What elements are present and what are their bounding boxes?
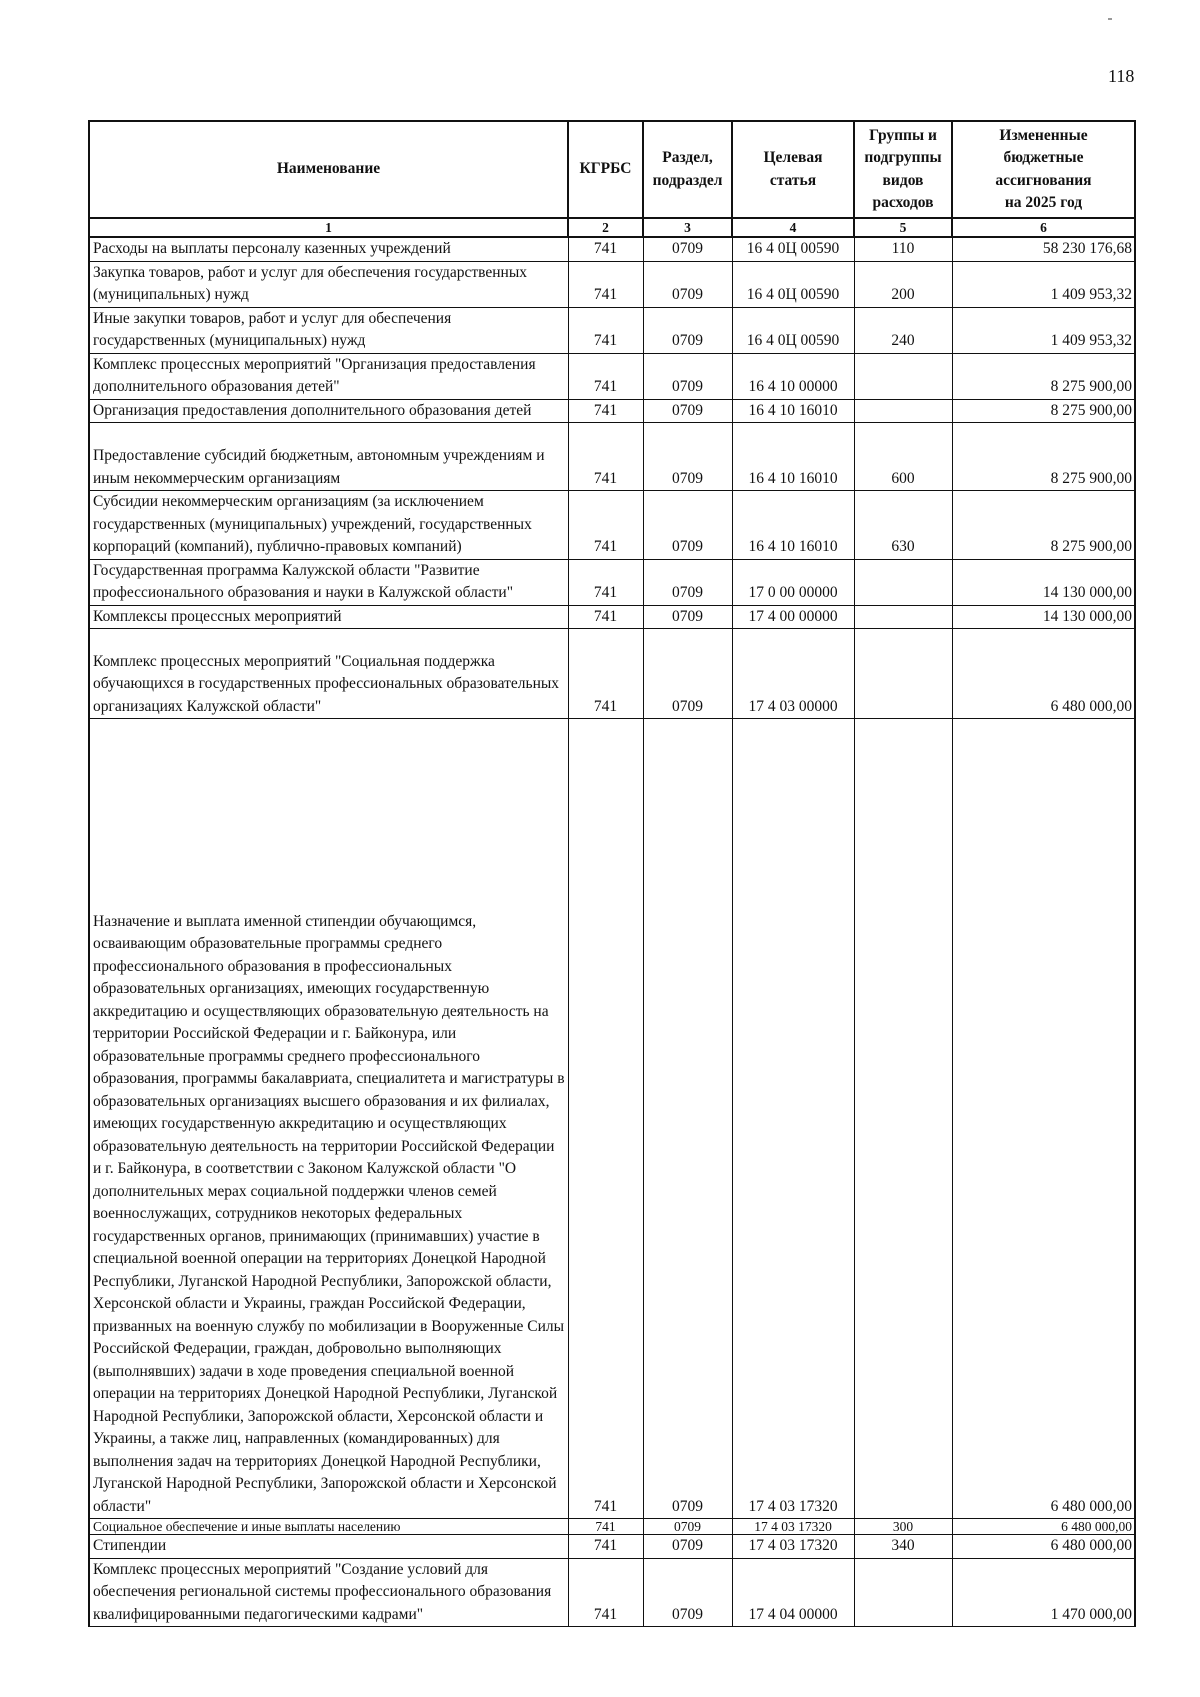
row-group [854,399,952,423]
header-section: Раздел, подраздел [643,121,732,218]
row-group: 300 [854,1519,952,1535]
row-section: 0709 [643,1519,732,1535]
row-name: Социальное обеспечение и иные выплаты населению [89,1519,568,1535]
row-name: Назначение и выплата именной стипендии обучающимся, осваивающим образовательные программы среднего профессионального образования в профессиональных образовательных организациях, имеющих государственную аккредитацию и осуществляющих образовательную деятельность на территории Российской Федерации и г. Байконура, или образовательные программы среднего профессионального образования, программы бакалавриата, специалитета и магистратуры в образовательных организациях высшего образования и их филиалах, имеющих государственную аккредитацию и осуществляющих образовательную деятельность на территории Российской Федерации и г. Байконура, в соответствии с Законом Калужской области "О дополнительных мерах социальной поддержки членов семей военнослужащих, сотрудников некоторых федеральных государственных органов, принимающих (принимавших) участие в специальной военной операции на территориях Донецкой Народной Республики, Луганской Народной Республики, Запорожской области, Херсонской области и Украины, граждан Российской Федерации, призванных на военную службу по мобилизации в Вооруженные Силы Российской Федерации, граждан, добровольно выполняющих (выполнявших) задачи в ходе проведения специальной военной операции на территориях Донецкой Народной Республики, Луганской Народной Республики, Запорожской области, Херсонской области и Украины, а также лиц, направленных (командированных) для выполнения задач на территориях Донецкой Народной Республики, Луганской Народной Республики, Запорожской области и Херсонской области" [89,719,568,1519]
row-name: Комплекс процессных мероприятий "Социальная поддержка обучающихся в государственных профессиональных образовательных организациях Калужской области" [89,629,568,719]
column-number-row [89,218,1135,237]
row-amount: 58 230 176,68 [952,237,1135,261]
row-amount: 6 480 000,00 [952,1519,1135,1535]
row-group [854,719,952,1519]
budget-allocation-table [88,120,1136,1627]
row-section: 0709 [643,1558,732,1627]
table-row [89,1519,1135,1535]
row-amount: 14 130 000,00 [952,605,1135,629]
row-section: 0709 [643,307,732,353]
row-amount: 1 470 000,00 [952,1558,1135,1627]
row-group [854,629,952,719]
row-target: 17 4 03 00000 [732,629,854,719]
row-kgrbs: 741 [568,1535,643,1559]
row-section: 0709 [643,237,732,261]
column-number: 5 [854,218,952,237]
row-kgrbs: 741 [568,399,643,423]
column-number: 4 [732,218,854,237]
row-name: Иные закупки товаров, работ и услуг для обеспечения государственных (муниципальных) нужд [89,307,568,353]
row-kgrbs: 741 [568,423,643,491]
row-name: Комплекс процессных мероприятий "Создание условий для обеспечения региональной системы профессионального образования квалифицированными педагогическими кадрами" [89,1558,568,1627]
row-name: Субсидии некоммерческим организациям (за исключением государственных (муниципальных) учреждений, государственных корпораций (компаний), публично-правовых компаний) [89,491,568,560]
row-kgrbs: 741 [568,605,643,629]
row-section: 0709 [643,353,732,399]
row-group: 200 [854,261,952,307]
row-target: 17 4 00 00000 [732,605,854,629]
row-target: 16 4 10 16010 [732,423,854,491]
table-row [89,605,1135,629]
row-kgrbs: 741 [568,559,643,605]
header-expense-groups: Группы и подгруппы видов расходов [854,121,952,218]
table-header-row [89,121,1135,218]
table-row [89,237,1135,261]
row-amount: 14 130 000,00 [952,559,1135,605]
row-target: 16 4 0Ц 00590 [732,261,854,307]
row-group: 110 [854,237,952,261]
row-kgrbs: 741 [568,353,643,399]
row-kgrbs: 741 [568,261,643,307]
row-name: Предоставление субсидий бюджетным, автономным учреждениям и иным некоммерческим организациям [89,423,568,491]
row-group [854,559,952,605]
row-kgrbs: 741 [568,719,643,1519]
row-section: 0709 [643,399,732,423]
table-row [89,399,1135,423]
header-target-article: Целевая статья [732,121,854,218]
row-kgrbs: 741 [568,1519,643,1535]
row-target: 16 4 0Ц 00590 [732,237,854,261]
header-changed-allocations: Измененные бюджетные ассигнования на 2025 год [952,121,1135,218]
row-group: 630 [854,491,952,560]
row-group: 340 [854,1535,952,1559]
row-name: Государственная программа Калужской области "Развитие профессионального образования и науки в Калужской области" [89,559,568,605]
row-kgrbs: 741 [568,307,643,353]
row-name: Комплексы процессных мероприятий [89,605,568,629]
header-kgrbs: КГРБС [568,121,643,218]
row-name: Расходы на выплаты персоналу казенных учреждений [89,237,568,261]
row-amount: 8 275 900,00 [952,491,1135,560]
row-target: 17 4 03 17320 [732,719,854,1519]
page-number: 118 [1108,66,1135,86]
row-amount: 6 480 000,00 [952,719,1135,1519]
row-name: Стипендии [89,1535,568,1559]
table-row [89,261,1135,307]
table-row [89,559,1135,605]
row-kgrbs: 741 [568,1558,643,1627]
row-amount: 8 275 900,00 [952,399,1135,423]
table-row [89,1558,1135,1627]
row-section: 0709 [643,719,732,1519]
row-target: 17 4 03 17320 [732,1519,854,1535]
row-target: 16 4 10 16010 [732,491,854,560]
row-amount: 1 409 953,32 [952,261,1135,307]
row-amount: 8 275 900,00 [952,423,1135,491]
scan-artifact [1108,18,1112,20]
row-kgrbs: 741 [568,629,643,719]
row-group [854,1558,952,1627]
row-name: Организация предоставления дополнительного образования детей [89,399,568,423]
row-target: 17 4 04 00000 [732,1558,854,1627]
row-section: 0709 [643,423,732,491]
row-amount: 1 409 953,32 [952,307,1135,353]
column-number: 6 [952,218,1135,237]
table-row [89,1535,1135,1559]
row-section: 0709 [643,559,732,605]
table-row [89,353,1135,399]
row-amount: 8 275 900,00 [952,353,1135,399]
column-number: 1 [89,218,568,237]
column-number: 3 [643,218,732,237]
header-name: Наименование [89,121,568,218]
row-section: 0709 [643,605,732,629]
row-amount: 6 480 000,00 [952,1535,1135,1559]
row-kgrbs: 741 [568,237,643,261]
row-section: 0709 [643,1535,732,1559]
row-section: 0709 [643,261,732,307]
row-target: 16 4 10 16010 [732,399,854,423]
row-group [854,605,952,629]
row-section: 0709 [643,491,732,560]
row-kgrbs: 741 [568,491,643,560]
row-group: 240 [854,307,952,353]
table-row [89,629,1135,719]
row-section: 0709 [643,629,732,719]
table-row [89,423,1135,491]
row-target: 17 0 00 00000 [732,559,854,605]
row-target: 16 4 10 00000 [732,353,854,399]
row-amount: 6 480 000,00 [952,629,1135,719]
table-row [89,491,1135,560]
row-target: 16 4 0Ц 00590 [732,307,854,353]
row-group [854,353,952,399]
row-name: Закупка товаров, работ и услуг для обеспечения государственных (муниципальных) нужд [89,261,568,307]
table-row [89,719,1135,1519]
table-row [89,307,1135,353]
row-group: 600 [854,423,952,491]
row-target: 17 4 03 17320 [732,1535,854,1559]
column-number: 2 [568,218,643,237]
row-name: Комплекс процессных мероприятий "Организация предоставления дополнительного образования детей" [89,353,568,399]
